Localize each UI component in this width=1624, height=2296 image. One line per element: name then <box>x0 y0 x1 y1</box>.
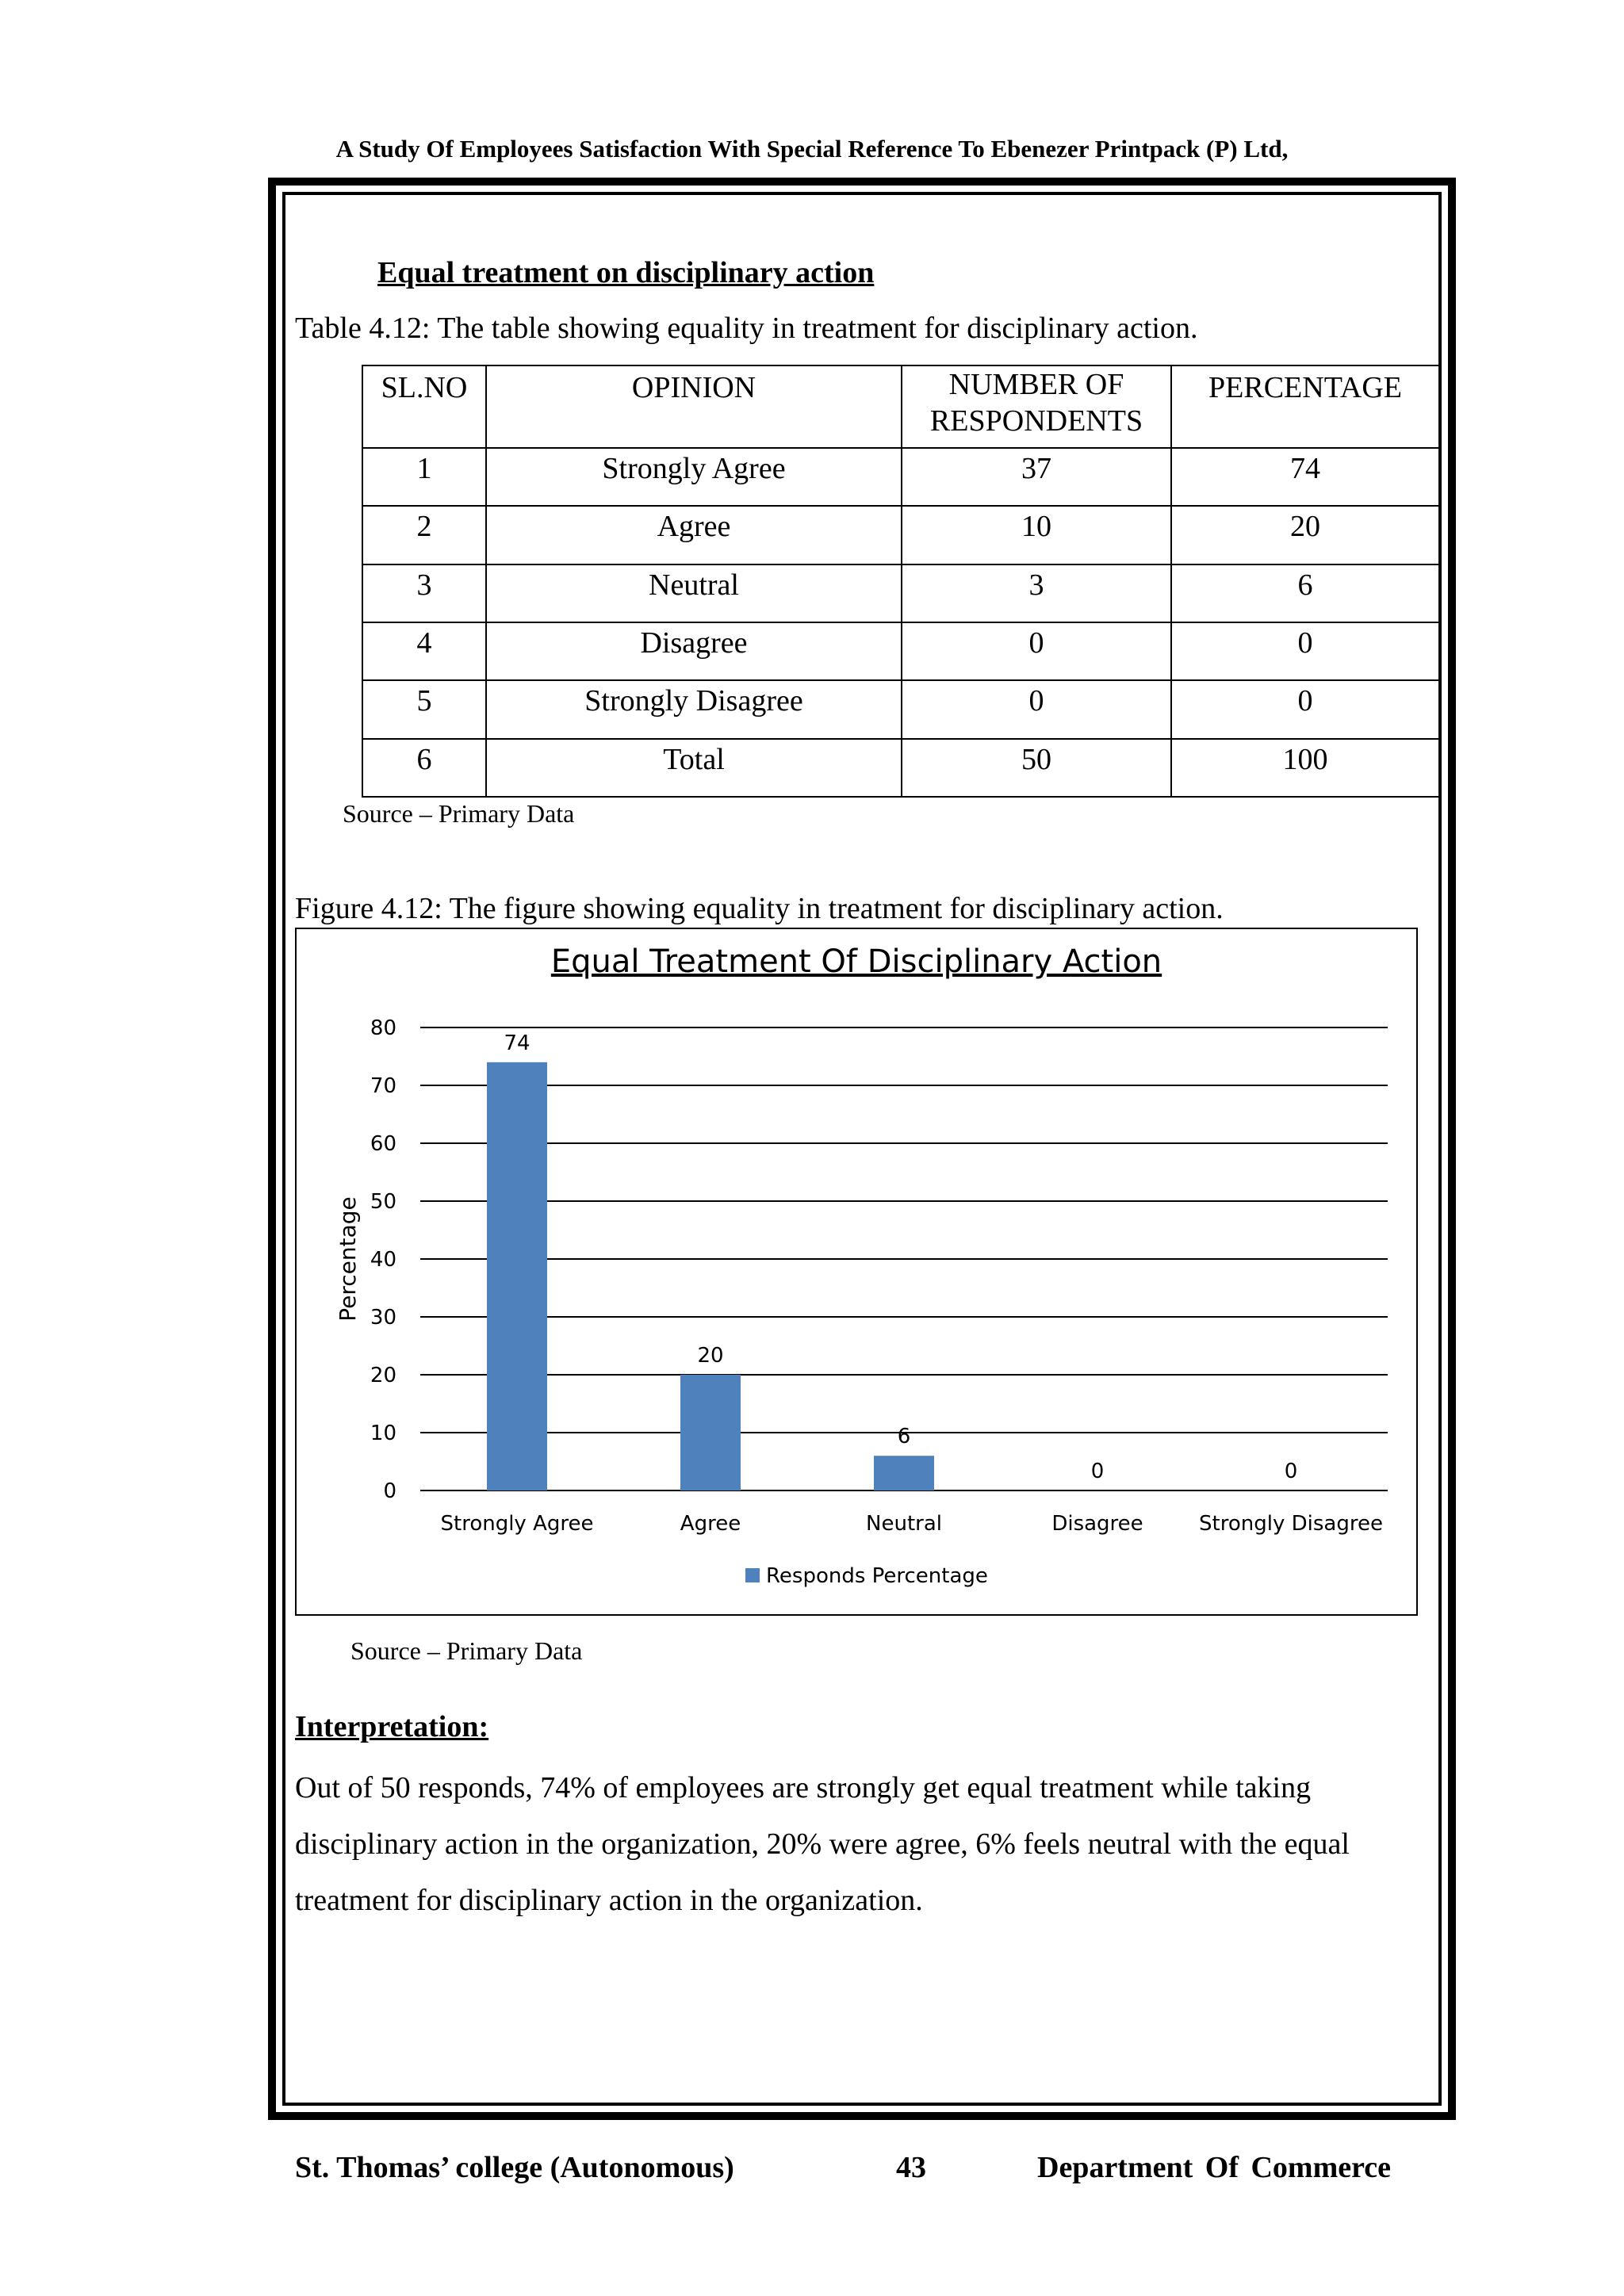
table-cell: 6 <box>1171 564 1439 622</box>
table-caption: Table 4.12: The table showing equality in treatment for disciplinary action. <box>295 312 1198 345</box>
table-cell: 6 <box>362 739 486 797</box>
table-cell: Strongly Agree <box>486 448 902 506</box>
chart-title: Equal Treatment Of Disciplinary Action <box>550 943 1162 980</box>
table-cell: 4 <box>362 622 486 680</box>
y-tick-label: 40 <box>370 1248 396 1272</box>
bar <box>874 1456 934 1490</box>
table-row <box>362 622 1439 680</box>
table-cell: Agree <box>486 506 902 564</box>
table-cell: 37 <box>902 448 1171 506</box>
data-label: 0 <box>1090 1460 1105 1483</box>
table-cell: 0 <box>1171 680 1439 738</box>
y-tick-label: 10 <box>370 1422 396 1445</box>
table-cell: 2 <box>362 506 486 564</box>
x-tick-label: Agree <box>680 1512 741 1536</box>
x-tick-label: Disagree <box>1051 1512 1143 1536</box>
interpretation-text: Out of 50 responds, 74% of employees are strongly get equal treatment while taking disciplinary action in the organization, 20% were agree, 6% feels neutral with the equal treatment for disciplinary action in the organization. <box>295 1771 1350 1917</box>
table-cell: Strongly Disagree <box>486 680 902 738</box>
table-cell: 50 <box>902 739 1171 797</box>
table-cell: 1 <box>362 448 486 506</box>
table-source: Source – Primary Data <box>343 799 575 828</box>
header-opinion: OPINION <box>486 365 902 448</box>
table-row <box>362 739 1439 797</box>
table-header-row <box>362 365 1439 448</box>
header-percentage: PERCENTAGE <box>1171 365 1439 448</box>
y-tick-label: 20 <box>370 1364 396 1387</box>
y-tick-label: 60 <box>370 1132 396 1156</box>
table-cell: 10 <box>902 506 1171 564</box>
interpretation-heading: Interpretation: <box>295 1710 489 1743</box>
respondents-table <box>362 365 1440 798</box>
header-number-of-respondents: NUMBER OF RESPONDENTS <box>902 365 1171 448</box>
y-tick-label: 0 <box>383 1479 396 1503</box>
table-cell: 0 <box>1171 622 1439 680</box>
y-tick-label: 80 <box>370 1016 396 1040</box>
table-cell: 100 <box>1171 739 1439 797</box>
table-row <box>362 564 1439 622</box>
table-cell: 3 <box>902 564 1171 622</box>
x-tick-label: Strongly Agree <box>440 1512 594 1536</box>
data-label: 20 <box>697 1344 724 1368</box>
footer-college: St. Thomas’ college (Autonomous) <box>295 2151 734 2184</box>
figure-caption: Figure 4.12: The figure showing equality in treatment for disciplinary action. <box>295 892 1224 925</box>
y-tick-label: 30 <box>370 1306 396 1330</box>
table-row <box>362 680 1439 738</box>
table-row <box>362 506 1439 564</box>
table-cell: Neutral <box>486 564 902 622</box>
table-cell: 20 <box>1171 506 1439 564</box>
y-tick-label: 70 <box>370 1074 396 1098</box>
section-heading: Equal treatment on disciplinary action <box>377 256 875 289</box>
footer-page-number: 43 <box>896 2151 926 2184</box>
bar-chart <box>297 929 1416 1614</box>
x-tick-label: Strongly Disagree <box>1199 1512 1383 1536</box>
legend-swatch <box>745 1568 760 1582</box>
header-sl-no: SL.NO <box>362 365 486 448</box>
legend-label: Responds Percentage <box>766 1564 988 1588</box>
y-tick-label: 50 <box>370 1190 396 1214</box>
table-cell: Total <box>486 739 902 797</box>
table-cell: 0 <box>902 680 1171 738</box>
footer-department: Department Of Commerce <box>1037 2151 1392 2184</box>
figure-source: Source – Primary Data <box>350 1636 583 1665</box>
data-label: 0 <box>1284 1460 1298 1483</box>
table-cell: 74 <box>1171 448 1439 506</box>
y-axis-label: Percentage <box>335 1196 361 1322</box>
table-cell: 0 <box>902 622 1171 680</box>
bar-chart-container <box>295 928 1418 1616</box>
data-label: 74 <box>504 1031 530 1055</box>
table-cell: 3 <box>362 564 486 622</box>
table-row <box>362 448 1439 506</box>
table-cell: Disagree <box>486 622 902 680</box>
bar <box>487 1062 547 1490</box>
x-tick-label: Neutral <box>866 1512 942 1536</box>
table-cell: 5 <box>362 680 486 738</box>
bar <box>680 1375 741 1490</box>
data-label: 6 <box>897 1425 911 1449</box>
running-header: A Study Of Employees Satisfaction With Special Reference To Ebenezer Printpack (P) Ltd, <box>335 135 1289 163</box>
